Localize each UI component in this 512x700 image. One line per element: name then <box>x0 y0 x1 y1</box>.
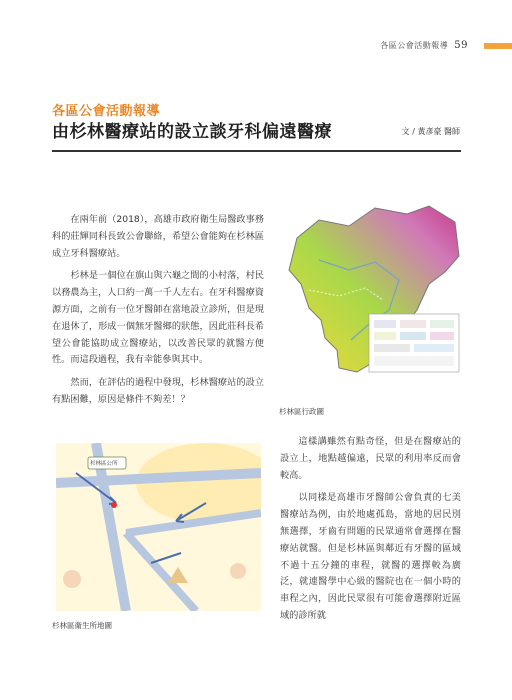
paragraph: 杉林是一個位在旗山與六龜之間的小村落，村民以務農為主，人口約一萬一千人左右。在牙科醫療資源方面，之前有一位牙醫師在當地設立診所，但是現在退休了，形成一個無牙醫鄉的狀態，因此莊科長希望公會能協助成立醫療站，以改善民眾的就醫方便性。而這段過程，我有幸能參與其中。 <box>52 270 264 366</box>
paragraph: 以同樣是高雄市牙醫師公會負責的七美醫療站為例，由於地處孤島，當地的居民別無選擇，牙齒有問題的民眾通常會選擇在醫療站就醫。但是杉林區與鄰近有牙醫的區域不過十五分鐘的車程，就醫的選擇較為廣泛，就連醫學中心級的醫院也在一個小時的車程之內，因此民眾很有可能會選擇附近區域的診所就 <box>280 492 461 621</box>
paragraph: 然而，在評估的過程中發現，杉林醫療站的設立有點困難，原因是條件不夠差！？ <box>52 377 264 405</box>
district-map-graphic <box>279 200 462 400</box>
byline: 文 / 黃彥豪 醫師 <box>401 127 460 136</box>
header-accent-bar <box>484 43 512 49</box>
local-map-caption: 杉林區衛生所地圖 <box>52 621 112 630</box>
title-rule <box>52 150 461 152</box>
district-map <box>279 200 462 400</box>
paragraph: 這樣講雖然有點奇怪，但是在醫療站的設立上，地點越偏遠，民眾的利用率反而會較高。 <box>280 436 461 481</box>
page-number: 59 <box>454 40 468 51</box>
local-map <box>56 443 261 611</box>
section-label: 各區公會活動報導 <box>52 104 161 119</box>
paragraph: 在兩年前（2018），高雄市政府衛生局醫政事務科的莊輝同科長致公會聯絡，希望公會能夠在杉林區成立牙科醫療站。 <box>52 214 264 259</box>
right-column <box>280 434 461 631</box>
running-head <box>380 40 468 51</box>
district-map-caption: 杉林區行政圖 <box>279 407 324 416</box>
local-map-graphic <box>56 443 261 611</box>
left-column <box>52 212 264 415</box>
running-title: 各區公會活動報導 <box>380 41 449 50</box>
article-title: 由杉林醫療站的設立談牙科偏遠醫療 <box>52 122 332 142</box>
local-map-label: 杉林區公所 <box>90 461 118 467</box>
